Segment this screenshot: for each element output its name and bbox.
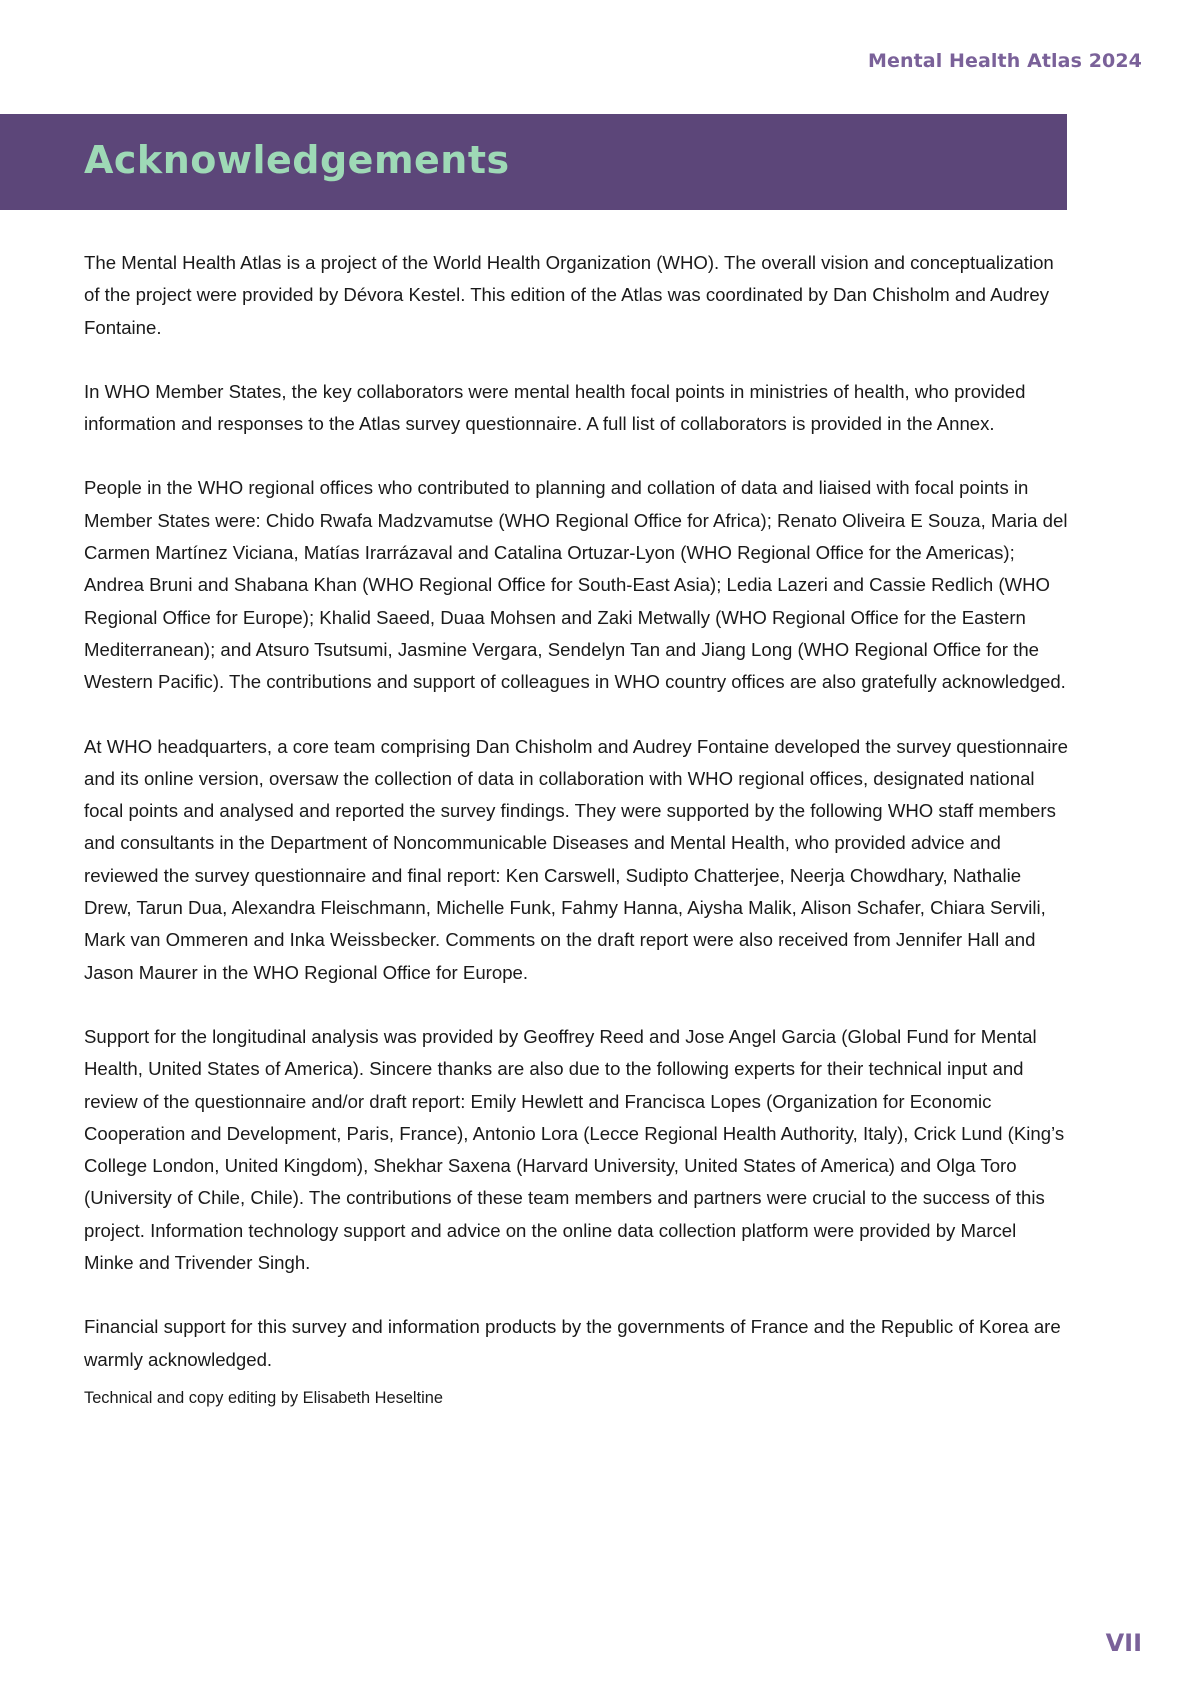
paragraph-regional-offices: People in the WHO regional offices who contributed to planning and collation of data and liaised with focal points in Member States were: Chido Rwafa Madzvamutse (WHO Regional Office for Africa); Renato Oliveira E Souza, Maria del Carmen Martínez Viciana, Matías Irarrázaval and Catalina Ortuzar-Lyon (WHO Regional Office for the Americas); Andrea Bruni and Shabana Khan (WHO Regional Office for South-East Asia); Ledia Lazeri and Cassie Redlich (WHO Regional Office for Europe); Khalid Saeed, Duaa Mohsen and Zaki Metwally (WHO Regional Office for the Eastern Mediterranean); and Atsuro Tsutsumi, Jasmine Vergara, Sendelyn Tan and Jiang Long (WHO Regional Office for the Western Pacific). The contributions and support of colleagues in WHO country offices are also gratefully acknowledged. [84, 477, 1068, 693]
running-header-title: Mental Health Atlas 2024 [867, 50, 1142, 72]
paragraph-project-overview: The Mental Health Atlas is a project of the World Health Organization (WHO). The overall vision and conceptualization of the project were provided by Dévora Kestel. This edition of the Atlas was coordinated by Dan Chisholm and Audrey Fontaine. [84, 252, 1054, 338]
page-number: VII [1105, 1629, 1142, 1657]
page-title: Acknowledgements [84, 138, 510, 182]
paragraph-financial-support: Financial support for this survey and information products by the governments of France and the Republic of Korea are warmly acknowledged. [84, 1316, 1061, 1370]
paragraph-headquarters: At WHO headquarters, a core team comprising Dan Chisholm and Audrey Fontaine developed the survey questionnaire and its online version, oversaw the collection of data in collaboration with WHO regional offices, designated national focal points and analysed and reported the survey findings. They were supported by the following WHO staff members and consultants in the Department of Noncommunicable Diseases and Mental Health, who provided advice and reviewed the survey questionnaire and final report: Ken Carswell, Sudipto Chatterjee, Neerja Chowdhary, Nathalie Drew, Tarun Dua, Alexandra Fleischmann, Michelle Funk, Fahmy Hanna, Aiysha Malik, Alison Schafer, Chiara Servili, Mark van Ommeren and Inka Weissbecker. Comments on the draft report were also received from Jennifer Hall and Jason Maurer in the WHO Regional Office for Europe. [84, 735, 1068, 983]
paragraph-longitudinal-support: Support for the longitudinal analysis was provided by Geoffrey Reed and Jose Angel Garcia (Global Fund for Mental Health, United States of America). Sincere thanks are also due to the following experts for their technical input and review of the questionnaire and/or draft report: Emily Hewlett and Francisca Lopes (Organization for Economic Cooperation and Development, Paris, France), Antonio Lora (Lecce Regional Health Authority, Italy), Crick Lund (King’s College London, United Kingdom), Shekhar Saxena (Harvard University, United States of America) and Olga Toro (University of Chile, Chile). The contributions of these team members and partners were crucial to the success of this project. Information technology support and advice on the online data collection platform were provided by Marcel Minke and Trivender Singh. [84, 1025, 1065, 1274]
body-text [84, 247, 1070, 1442]
section-title-band [0, 114, 1067, 210]
paragraph-member-states: In WHO Member States, the key collaborators were mental health focal points in ministries of health, who provided information and responses to the Atlas survey questionnaire. A full list of collaborators is provided in the Annex. [84, 380, 1026, 435]
editing-credit: Technical and copy editing by Elisabeth Heseltine [84, 1388, 443, 1407]
